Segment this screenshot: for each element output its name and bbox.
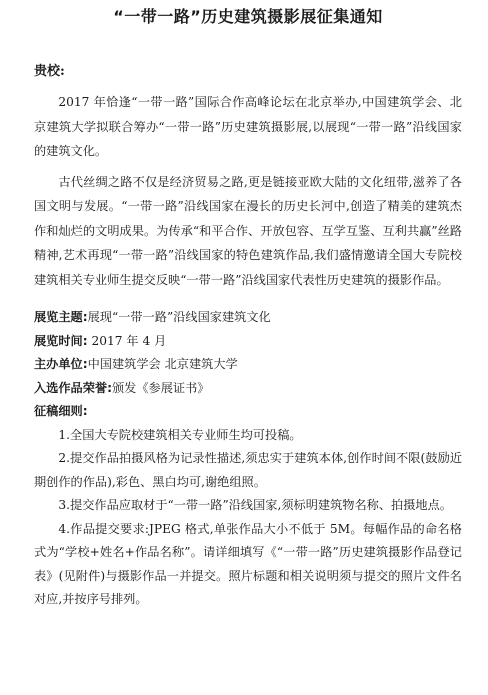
- paragraph-intro: 2017 年恰逢“一带一路”国际合作高峰论坛在北京举办,中国建筑学会、北京建筑大学拟联合筹办“一带一路”历史建筑摄影展,以展现“一带一路”沿线国家的建筑文化。: [34, 95, 462, 158]
- detail-honor: [34, 377, 462, 401]
- detail-theme: [34, 306, 462, 330]
- rule-item: 4.作品提交要求:JPEG 格式,单张作品大小不低于 5M。每幅作品的命名格式为“学校+姓名+作品名称”。请详细填写《“一带一路”历史建筑摄影作品登记表》(见附件)与摄影作品一并提交。照片标题和相关说明须与提交的照片文件名对应,并按序号排列。: [34, 521, 462, 606]
- rules-heading: 征稿细则:: [34, 404, 88, 418]
- rule-item: 3.提交作品应取材于“一带一路”沿线国家,须标明建筑物名称、拍摄地点。: [58, 498, 452, 512]
- detail-value: 颁发《参展证书》: [112, 380, 210, 395]
- detail-value: 中国建筑学会 北京建筑大学: [87, 357, 238, 371]
- detail-value: 2017 年 4 月: [87, 333, 167, 348]
- salutation: 贵校:: [34, 64, 65, 79]
- detail-label: 入选作品荣誉:: [34, 380, 112, 395]
- exhibition-details: [34, 306, 462, 612]
- detail-organizer: [34, 353, 462, 377]
- detail-label: 展览主题:: [34, 310, 88, 324]
- rule-item: 2.提交作品拍摄风格为记录性描述,须忠实于建筑本体,创作时间不限(鼓励近期创作的作品),彩色、黑白均可,谢绝组照。: [34, 451, 462, 489]
- rule-item: 1.全国大专院校建筑相关专业师生均可投稿。: [58, 427, 302, 442]
- page-title: “一带一路”历史建筑摄影展征集通知: [113, 7, 383, 26]
- paragraph-background: 古代丝绸之路不仅是经济贸易之路,更是链接亚欧大陆的文化纽带,滋养了各国文明与发展。“一带一路”沿线国家在漫长的历史长河中,创造了精美的建筑杰作和灿烂的文明成果。为传承“和平合作、开放包容、互学互鉴、互利共赢”丝路精神,艺术再现“一带一路”沿线国家的特色建筑作品,我们盛情邀请全国大专院校建筑相关专业师生提交反映“一带一路”沿线国家代表性历史建筑的摄影作品。: [34, 174, 462, 287]
- detail-label: 主办单位:: [34, 357, 88, 371]
- detail-value: 展现“一带一路”沿线国家建筑文化: [87, 310, 271, 324]
- detail-time: [34, 330, 462, 354]
- detail-label: 展览时间:: [34, 333, 88, 348]
